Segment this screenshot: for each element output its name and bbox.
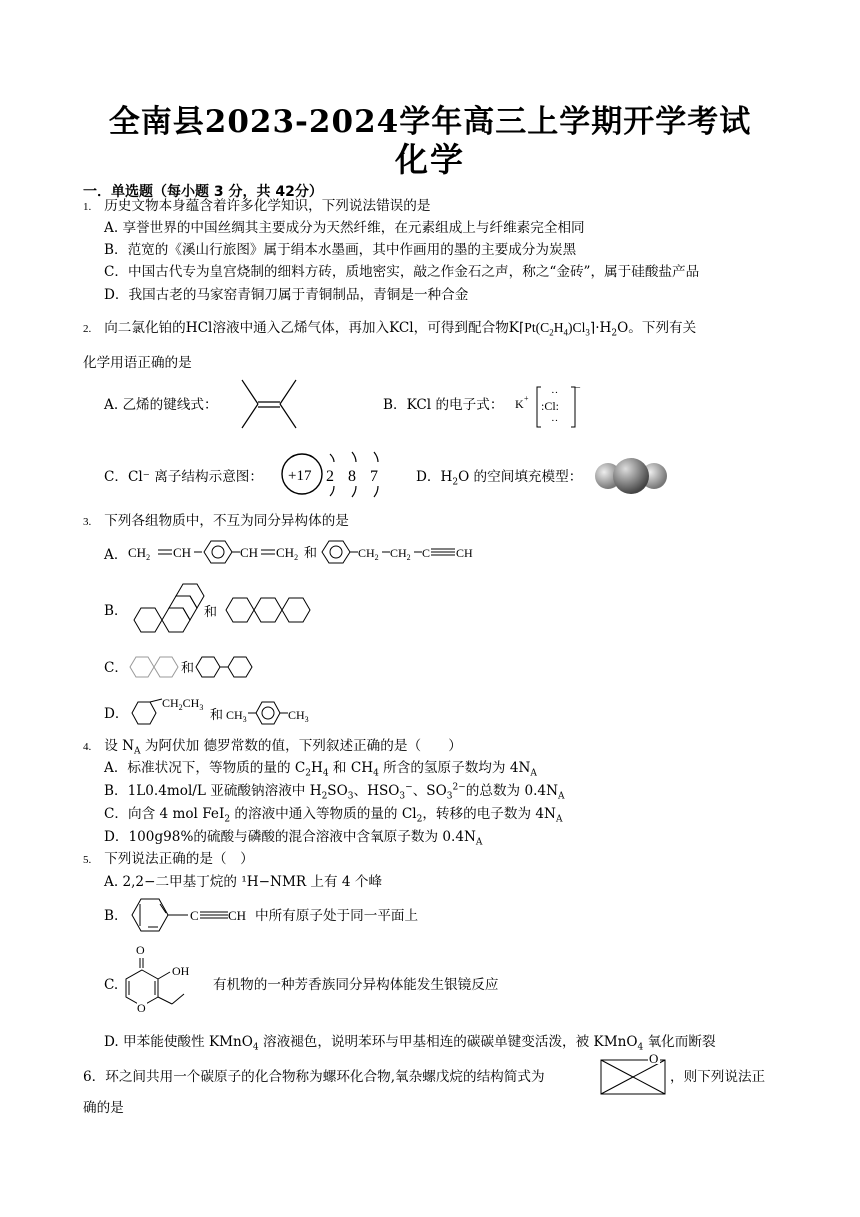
q3-stem: 3. 下列各组物质中，不互为同分异构体的是 bbox=[83, 513, 349, 529]
q2-stem: 2. 向二氯化铂的HCl溶液中通入乙烯气体，再加入KCl，可得到配合物$K⌈Pt(C_2H_4)Cl_3⌉\cdot H_2O$。下列有关 bbox=[83, 320, 697, 339]
q2-option-b: B．KCl 的电子式： bbox=[383, 397, 504, 413]
svg-text:CH2: $CH_2$ bbox=[358, 546, 379, 562]
q5-option-b: 中所有原子处于同一平面上 bbox=[255, 908, 419, 924]
svg-text:和: 和 bbox=[181, 660, 195, 675]
q4-stem: 4. 设 $N_A$ 为阿伏加 德罗常数的值，下列叙述正确的是（ ） bbox=[83, 738, 462, 757]
q3d-structures bbox=[128, 697, 328, 727]
water-space-filling-model bbox=[594, 458, 670, 494]
q1-option-d: D．我国古老的马家窑青铜刀属于青铜制品，青铜是一种合金 bbox=[104, 287, 469, 303]
svg-text:CH3: $CH_3$ bbox=[288, 708, 309, 724]
q2-option-c: C．Cl⁻ 离子结构示意图： bbox=[104, 469, 263, 485]
q3a-structures bbox=[128, 538, 488, 568]
chloride-ion-diagram bbox=[280, 450, 390, 500]
svg-text:CH: CH bbox=[240, 545, 259, 560]
q2-option-a: A. 乙烯的键线式： bbox=[104, 397, 218, 413]
phenylacetylene-structure bbox=[128, 895, 258, 935]
svg-text:CH2: $CH_2$ bbox=[390, 546, 411, 562]
svg-text:C: C bbox=[190, 908, 199, 923]
svg-text:CH2: $CH_2$ bbox=[128, 545, 151, 562]
kcl-electron-formula bbox=[515, 383, 585, 431]
exam-title: 全南县2023-2024学年高三上学期开学考试 bbox=[108, 104, 752, 140]
svg-text:CH: CH bbox=[228, 908, 247, 923]
shell-2: 8 bbox=[348, 468, 356, 485]
svg-text:CH: CH bbox=[456, 546, 473, 560]
q5-option-b-label: B. bbox=[104, 908, 119, 924]
svg-text:O: O bbox=[136, 943, 145, 957]
svg-text:+: + bbox=[524, 394, 529, 403]
q3-option-d: D． bbox=[104, 706, 129, 722]
svg-text:··: ·· bbox=[551, 415, 559, 427]
svg-text:和: 和 bbox=[210, 707, 224, 722]
svg-text:O: O bbox=[649, 1051, 659, 1066]
subject-title: 化学 bbox=[395, 140, 465, 179]
svg-text:··: ·· bbox=[551, 387, 559, 399]
q3-option-b: B． bbox=[104, 603, 128, 619]
q1-stem: 1. 历史文物本身蕴含着许多化学知识，下列说法错误的是 bbox=[83, 198, 431, 214]
q5-option-c-label: C. bbox=[104, 977, 119, 993]
q5-option-c: 有机物的一种芳香族同分异构体能发生银镜反应 bbox=[213, 977, 499, 993]
pyranone-structure bbox=[122, 942, 212, 1018]
svg-text:OH: OH bbox=[172, 964, 190, 978]
svg-text:C: C bbox=[422, 546, 431, 560]
q6-stem: 6．环之间共用一个碳原子的化合物称为螺环化合物,氧杂螺戊烷的结构简式为 bbox=[83, 1069, 545, 1085]
q4-option-c: C．向含 4 mol FeI$_2$ 的溶液中通入等物质的量的 $Cl_2$，转移的电子数为 $4N_A$ bbox=[104, 806, 563, 825]
svg-text:CH2CH3: $CH_2CH_3$ bbox=[162, 696, 204, 712]
shell-1: 2 bbox=[326, 468, 334, 485]
svg-text:和: 和 bbox=[304, 545, 318, 560]
svg-text:和: 和 bbox=[204, 604, 218, 619]
q1-option-c: C．中国古代专为皇宫烧制的细料方砖，质地密实，敲之作金石之声，称之“金砖”，属于硅酸盐产品 bbox=[104, 264, 700, 280]
q5-option-a: A. 2,2−二甲基丁烷的 ¹H−NMR 上有 4 个峰 bbox=[104, 874, 383, 890]
svg-text:CH3: $CH_3$ bbox=[226, 708, 247, 724]
q5-stem: 5. 下列说法正确的是（ ） bbox=[83, 851, 254, 867]
svg-text:K: K bbox=[515, 397, 524, 411]
q6-stem-line2: 确的是 bbox=[83, 1100, 124, 1116]
q2-option-d: D．$H_2O$ 的空间填充模型： bbox=[416, 469, 583, 488]
nucleus-charge: +17 bbox=[288, 468, 312, 484]
svg-text:−: − bbox=[575, 383, 581, 394]
svg-text::Cl:: :Cl: bbox=[541, 399, 560, 413]
shell-3: 7 bbox=[370, 468, 378, 485]
ethylene-skeletal-structure bbox=[240, 378, 300, 434]
svg-text:CH2: $CH_2$ bbox=[276, 545, 299, 562]
q2-stem-line2: 化学用语正确的是 bbox=[83, 355, 192, 371]
q5-option-d: D. 甲苯能使酸性 KMnO$_4$ 溶液褪色，说明苯环与甲基相连的碳碳单键变活泼，被 KMnO$_4$ 氧化而断裂 bbox=[104, 1034, 716, 1053]
q3b-structures bbox=[128, 580, 308, 640]
q1-option-b: B．范宽的《溪山行旅图》属于绢本水墨画，其中作画用的墨的主要成分为炭黑 bbox=[104, 242, 577, 258]
q6-stem-tail: ，则下列说法正 bbox=[670, 1069, 766, 1085]
q3-option-c: C． bbox=[104, 660, 128, 676]
svg-text:O: O bbox=[137, 1001, 146, 1015]
oxaspiropentane-structure bbox=[600, 1052, 670, 1096]
q3c-structures bbox=[128, 654, 268, 682]
q4-option-d: D．100g98%的硫酸与磷酸的混合溶液中含氧原子数为 $0.4N_A$ bbox=[104, 829, 483, 848]
q3-option-a: A． bbox=[104, 547, 128, 563]
q4-option-a: A．标准状况下，等物质的量的 $C_2H_4$ 和 $CH_4$ 所含的氢原子数均为 $4N_A$ bbox=[104, 760, 537, 779]
svg-text:CH: CH bbox=[173, 545, 192, 560]
complex-formula: $⌈Pt(C_2H_4)Cl_3⌉$ bbox=[518, 320, 596, 338]
section-heading: 一．单选题（每小题 3 分，共 42分） bbox=[83, 184, 323, 200]
q1-option-a: A. 享誉世界的中国丝绸其主要成分为天然纤维，在元素组成上与纤维素完全相同 bbox=[104, 220, 585, 236]
q4-option-b: B．1L0.4mol/L 亚硫酸钠溶液中 $H_2SO_3$、$HSO_3^-$、$SO_3^{2-}$的总数为 $0.4N_A$ bbox=[104, 782, 565, 802]
